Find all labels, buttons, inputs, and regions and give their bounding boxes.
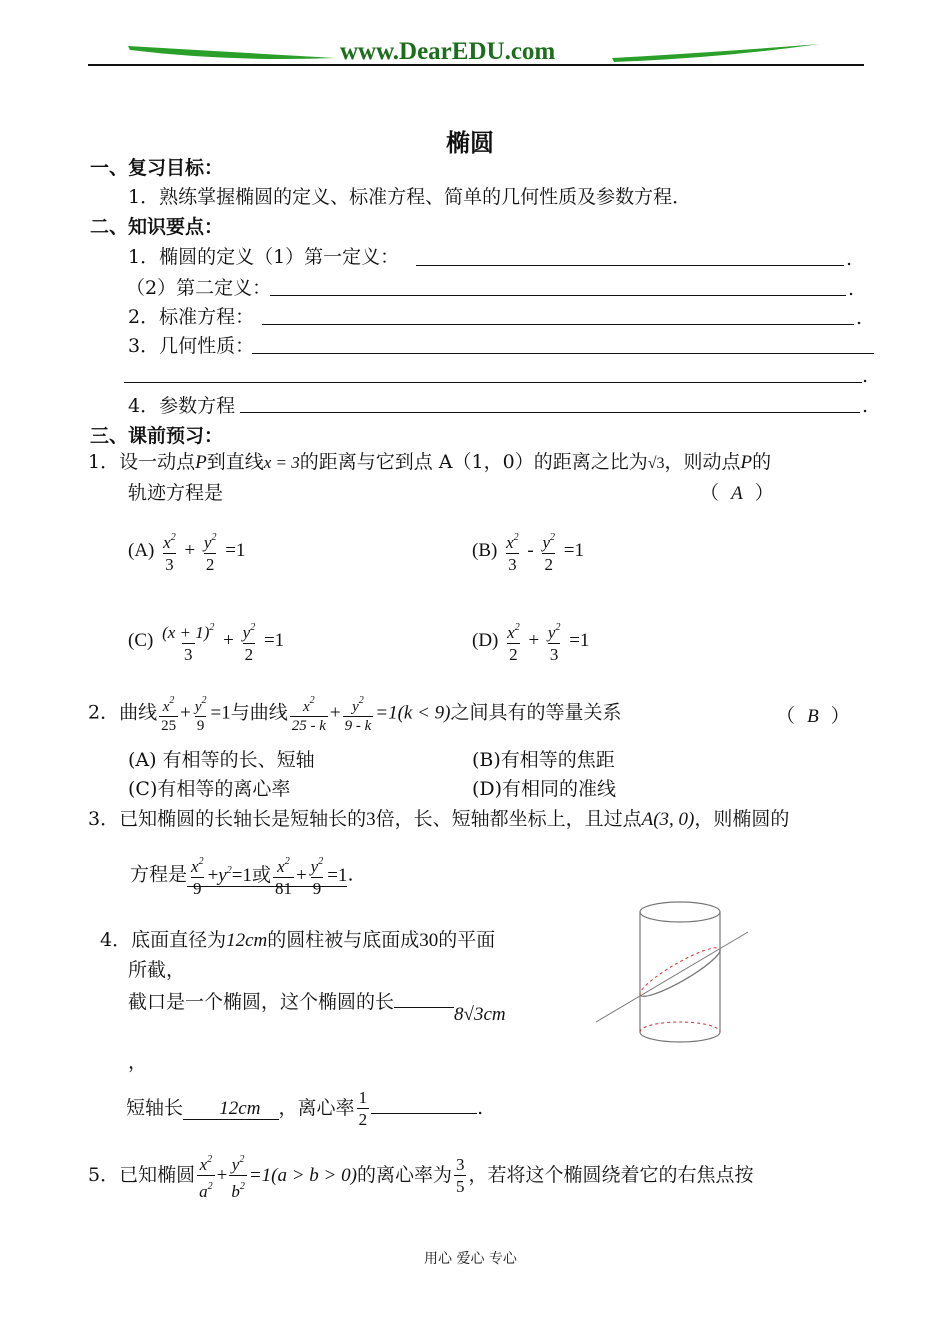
header-rule <box>88 64 864 66</box>
geo-dot: . <box>862 365 869 387</box>
def2-blank[interactable] <box>270 295 846 296</box>
q4-text-2: 所截， <box>128 959 186 981</box>
section-1-heading: 一、复习目标： <box>90 157 224 179</box>
q1-ratio: √3 <box>647 455 665 472</box>
q4-text-3: 截口是一个椭圆，这个椭圆的长8√3cm <box>128 991 506 1025</box>
q1-option-d[interactable]: (D) $\frac{x^2}{2}$ + $\frac{y^2}{3}$ =1 <box>472 622 590 664</box>
q1-line: x = 3 <box>263 453 300 472</box>
q1-point-p: P <box>195 452 207 473</box>
def1-dot: . <box>846 248 853 270</box>
q1-text-cont: 轨迹方程是 <box>128 482 224 504</box>
param-dot: . <box>862 395 869 417</box>
page-title: 椭圆 <box>446 128 494 157</box>
q4-short-axis: 12cm <box>219 1098 261 1119</box>
std-label: 2．标准方程： <box>128 306 255 328</box>
q4-long-axis: 8√3cm <box>454 1004 506 1025</box>
q1-text: 1．设一动点P到直线x = 3的距离与它到点 A（1，0）的距离之比为√3，则动点P的 <box>88 451 772 473</box>
param-blank[interactable] <box>240 412 860 413</box>
std-dot: . <box>856 307 863 329</box>
section-3-heading: 三、课前预习： <box>90 425 224 447</box>
section-2-heading: 二、知识要点： <box>90 216 224 238</box>
q4-comma: ， <box>128 1051 148 1073</box>
q1-answer: （ A ） <box>700 482 774 504</box>
cylinder-figure <box>592 896 752 1046</box>
param-label: 4．参数方程 <box>128 395 236 417</box>
q3-text: 3．已知椭圆的长轴长是短轴长的3倍，长、短轴都坐标上，且过点A(3, 0)，则椭圆的 <box>88 808 790 830</box>
q2-option-a[interactable]: (A) 有相等的长、短轴 <box>128 749 315 771</box>
page-footer: 用心 爱心 专心 <box>424 1251 517 1267</box>
q4-text: 4．底面直径为12cm的圆柱被与底面成30的平面 <box>100 929 496 951</box>
def2-dot: . <box>848 278 855 300</box>
geo-label: 3．几何性质： <box>128 335 255 357</box>
q1-option-c[interactable]: (C) $\frac{(x + 1)^2}{3}$ + $\frac{y^2}{2}$ =1 <box>128 622 285 664</box>
q2-answer: （ B ） <box>776 705 850 727</box>
q1-option-b[interactable]: (B) $\frac{x^2}{3}$ - $\frac{y^2}{2}$ =1 <box>472 532 584 574</box>
q1-option-a[interactable]: (A) $\frac{x^2}{3}$ + $\frac{y^2}{2}$ =1 <box>128 532 246 574</box>
q2-option-b[interactable]: (B)有相等的焦距 <box>472 749 615 771</box>
q5-text: 5．已知椭圆 $\frac{x^2}{a^2}$ + $\frac{y^2}{b^2}$ =1(a > b > 0)的离心率为 $\frac{3}{5}$ ，若将这个椭圆绕着它的右焦点按 <box>88 1154 754 1201</box>
q4-text-4: 短轴长 12cm ，离心率 $\frac{1}{2}$ . <box>126 1088 484 1129</box>
section-1-item: 1．熟练掌握椭圆的定义、标准方程、简单的几何性质及参数方程． <box>128 186 692 208</box>
def2-label: （2）第二定义： <box>126 277 272 299</box>
def1-blank[interactable] <box>416 265 844 266</box>
q2-option-d[interactable]: (D)有相同的准线 <box>472 778 617 800</box>
site-logo[interactable]: www.DearEDU.com <box>340 38 556 65</box>
def1-label: 1．椭圆的定义（1）第一定义： <box>128 246 400 268</box>
q2-option-c[interactable]: (C)有相等的离心率 <box>128 778 291 800</box>
left-swoosh <box>128 46 335 59</box>
geo-blank-2[interactable] <box>124 382 862 383</box>
right-swoosh <box>612 44 820 62</box>
q3-answer-line: 方程是 $\frac{x^2}{9}$ $+y^2=1$或 $\frac{x^2}{81}$ + $\frac{y^2}{9}$ =1. <box>130 856 354 898</box>
geo-blank-1[interactable] <box>252 353 874 354</box>
q2-text: 2．曲线 $\frac{x^2}{25}$ + $\frac{y^2}{9}$ =1与曲线 $\frac{x^2}{25 - k}$ + $\frac{y^2}{9 - k}$ =1(k < 9)之间具有的等量关系 <box>88 695 622 734</box>
std-blank[interactable] <box>262 324 854 325</box>
